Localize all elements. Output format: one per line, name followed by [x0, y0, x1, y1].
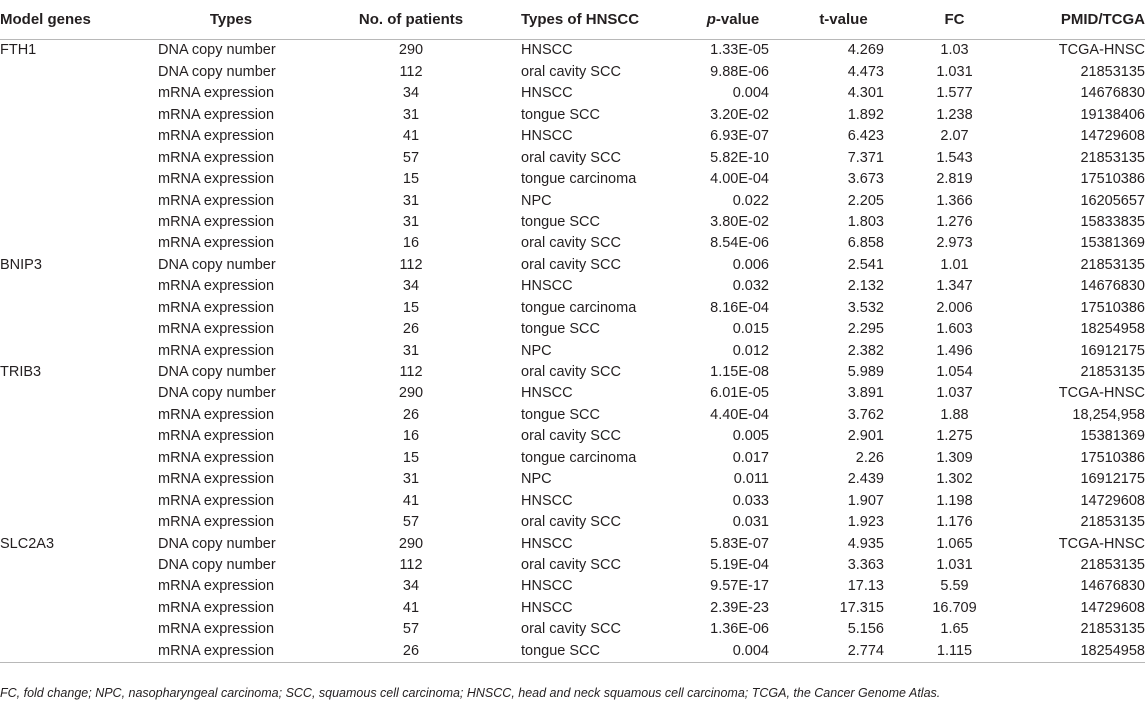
cell-model-gene: [0, 597, 152, 618]
cell-t-value: 2.26: [855, 449, 884, 466]
cell-patients: 31: [402, 342, 420, 359]
cell-type: mRNA expression: [158, 85, 275, 102]
cell-model-gene: [0, 490, 152, 511]
cell-p-value: 2.39E-23: [710, 599, 769, 616]
cell-t-value: 5.989: [847, 364, 884, 381]
cell-pmid: 15381369: [1080, 235, 1145, 252]
cell-patients: 57: [402, 149, 420, 166]
cell-type: DNA copy number: [158, 256, 276, 273]
table-row: [0, 147, 1145, 168]
cell-fc: 1.054: [936, 364, 973, 381]
header-model-genes: Model genes: [0, 0, 152, 40]
header-p-suffix: -value: [715, 11, 760, 28]
table-row: [0, 83, 1145, 104]
cell-hnscc-type: tongue SCC: [521, 106, 600, 123]
cell-patients: 290: [398, 385, 424, 402]
cell-pmid: 15833835: [1080, 213, 1145, 230]
table-row: [0, 383, 1145, 404]
cell-p-value: 5.83E-07: [710, 535, 769, 552]
cell-pmid: 14729608: [1080, 599, 1145, 616]
cell-fc: 1.88: [940, 406, 969, 423]
cell-patients: 57: [402, 514, 420, 531]
cell-model-gene: [0, 126, 152, 147]
table-row: [0, 340, 1145, 361]
cell-model-gene: [0, 61, 152, 82]
cell-p-value: 0.031: [732, 514, 769, 531]
table-header: [0, 0, 1145, 40]
cell-t-value: 2.295: [847, 321, 884, 338]
cell-hnscc-type: HNSCC: [521, 85, 573, 102]
cell-model-gene: [0, 512, 152, 533]
cell-hnscc-type: HNSCC: [521, 599, 573, 616]
cell-t-value: 4.473: [847, 63, 884, 80]
header-types: Types: [152, 0, 310, 40]
cell-fc: 1.347: [936, 278, 973, 295]
cell-model-gene: [0, 340, 152, 361]
cell-p-value: 0.004: [675, 640, 791, 662]
cell-hnscc-type: tongue SCC: [521, 213, 600, 230]
cell-fc: 1.496: [936, 342, 973, 359]
cell-patients: 16: [402, 235, 420, 252]
cell-hnscc-type: oral cavity SCC: [521, 149, 621, 166]
cell-hnscc-type: NPC: [521, 342, 552, 359]
table-row: [0, 576, 1145, 597]
cell-model-gene: [0, 555, 152, 576]
header-row: [0, 0, 1145, 40]
cell-model-gene: FTH1: [0, 42, 37, 59]
cell-type: mRNA expression: [158, 235, 275, 252]
cell-pmid: 21853135: [1080, 149, 1145, 166]
cell-p-value: 8.16E-04: [710, 299, 769, 316]
cell-fc: 1.031: [936, 63, 973, 80]
table-row: [0, 447, 1145, 468]
cell-p-value: 1.33E-05: [710, 42, 769, 59]
cell-t-value: 2.541: [847, 256, 884, 273]
cell-type: mRNA expression: [158, 492, 275, 509]
cell-hnscc-type: oral cavity SCC: [521, 235, 621, 252]
cell-hnscc-type: tongue SCC: [521, 321, 600, 338]
cell-fc: 1.065: [936, 535, 973, 552]
cell-model-gene: [0, 383, 152, 404]
table-row: [0, 404, 1145, 425]
table-row: [0, 319, 1145, 340]
cell-type: mRNA expression: [158, 342, 275, 359]
cell-type: mRNA expression: [158, 428, 275, 445]
table-row: [0, 276, 1145, 297]
cell-hnscc-type: HNSCC: [521, 128, 573, 145]
cell-fc: 2.973: [936, 235, 973, 252]
cell-t-value: 17.13: [847, 578, 884, 595]
cell-patients: 112: [399, 63, 423, 80]
cell-patients: 31: [402, 213, 420, 230]
cell-patients: 15: [402, 449, 420, 466]
cell-p-value: 1.15E-08: [710, 364, 769, 381]
cell-model-gene: [0, 640, 152, 662]
table-row: [0, 426, 1145, 447]
cell-model-gene: BNIP3: [0, 256, 42, 273]
cell-fc: 1.603: [936, 321, 973, 338]
table-row: [0, 297, 1145, 318]
cell-model-gene: SLC2A3: [0, 535, 55, 552]
cell-hnscc-type: tongue SCC: [512, 640, 675, 662]
cell-patients: 15: [402, 299, 420, 316]
cell-model-gene: [0, 212, 152, 233]
cell-t-value: 1.803: [847, 213, 884, 230]
cell-t-value: 3.891: [847, 385, 884, 402]
cell-p-value: 0.015: [732, 321, 769, 338]
cell-hnscc-type: oral cavity SCC: [521, 63, 621, 80]
cell-fc: 2.07: [940, 128, 969, 145]
cell-model-gene: [0, 297, 152, 318]
table-row: [0, 254, 1145, 275]
table-row: [0, 533, 1145, 554]
cell-hnscc-type: HNSCC: [521, 578, 573, 595]
cell-type: mRNA expression: [158, 449, 275, 466]
cell-p-value: 0.006: [732, 256, 769, 273]
cell-patients: 16: [402, 428, 420, 445]
table-row: [0, 126, 1145, 147]
cell-type: mRNA expression: [158, 213, 275, 230]
cell-patients: 34: [402, 85, 420, 102]
cell-pmid: 21853135: [1080, 256, 1145, 273]
cell-t-value: 1.923: [847, 514, 884, 531]
cell-patients: 112: [399, 256, 423, 273]
cell-type: mRNA expression: [158, 106, 275, 123]
cell-model-gene: [0, 169, 152, 190]
cell-pmid: 21853135: [1080, 621, 1145, 638]
cell-fc: 1.238: [936, 106, 973, 123]
cell-t-value: 2.439: [847, 471, 884, 488]
cell-pmid: 16912175: [1080, 471, 1145, 488]
cell-hnscc-type: HNSCC: [521, 42, 573, 59]
cell-fc: 1.275: [936, 428, 973, 445]
cell-hnscc-type: oral cavity SCC: [521, 428, 621, 445]
cell-hnscc-type: oral cavity SCC: [521, 621, 621, 638]
cell-p-value: 0.017: [732, 449, 769, 466]
table-footnote: FC, fold change; NPC, nasopharyngeal carcinoma; SCC, squamous cell carcinoma; HNSCC, head and neck squamous cell carcinoma; TCGA, the Cancer Genome Atlas.: [0, 686, 941, 700]
cell-patients: 290: [398, 42, 424, 59]
cell-type: DNA copy number: [158, 42, 276, 59]
cell-pmid: 19138406: [1080, 106, 1145, 123]
table-row: [0, 169, 1145, 190]
cell-fc: 5.59: [940, 578, 969, 595]
cell-pmid: 14676830: [1080, 85, 1145, 102]
cell-p-value: 0.033: [732, 492, 769, 509]
cell-p-value: 8.54E-06: [710, 235, 769, 252]
cell-patients: 15: [402, 171, 420, 188]
cell-model-gene: [0, 147, 152, 168]
cell-hnscc-type: tongue carcinoma: [521, 299, 637, 316]
cell-model-gene: [0, 576, 152, 597]
cell-p-value: 0.022: [732, 192, 769, 209]
cell-type: mRNA expression: [158, 299, 275, 316]
cell-fc: 1.198: [936, 492, 973, 509]
cell-t-value: 4.935: [847, 535, 884, 552]
cell-patients: 26: [310, 640, 512, 662]
cell-type: mRNA expression: [158, 599, 275, 616]
cell-t-value: 7.371: [847, 149, 884, 166]
cell-fc: 1.65: [940, 621, 969, 638]
header-types-hnscc: Types of HNSCC: [512, 0, 675, 40]
cell-fc: 1.037: [936, 385, 973, 402]
cell-t-value: 6.858: [847, 235, 884, 252]
cell-type: mRNA expression: [158, 278, 275, 295]
cell-hnscc-type: oral cavity SCC: [521, 514, 621, 531]
cell-fc: 1.366: [936, 192, 973, 209]
cell-pmid: 18254958: [1080, 321, 1145, 338]
cell-pmid: 21853135: [1080, 63, 1145, 80]
table-body: [0, 40, 1145, 663]
cell-t-value: 4.269: [847, 42, 884, 59]
header-t-value: t-value: [791, 0, 896, 40]
cell-fc: 1.276: [936, 213, 973, 230]
table-row: [0, 512, 1145, 533]
cell-type: mRNA expression: [152, 640, 310, 662]
header-patients: No. of patients: [310, 0, 512, 40]
cell-p-value: 3.20E-02: [710, 106, 769, 123]
cell-hnscc-type: tongue carcinoma: [521, 171, 637, 188]
cell-model-gene: [0, 190, 152, 211]
cell-fc: 2.006: [936, 299, 973, 316]
cell-t-value: 5.156: [847, 621, 884, 638]
cell-hnscc-type: oral cavity SCC: [521, 256, 621, 273]
cell-hnscc-type: tongue carcinoma: [521, 449, 637, 466]
cell-t-value: 2.774: [791, 640, 896, 662]
cell-fc: 1.577: [936, 85, 973, 102]
cell-fc: 1.03: [940, 42, 969, 59]
cell-type: mRNA expression: [158, 471, 275, 488]
cell-fc: 1.01: [940, 256, 969, 273]
cell-patients: 34: [402, 578, 420, 595]
cell-t-value: 1.892: [847, 106, 884, 123]
cell-pmid: TCGA-HNSC: [1058, 535, 1145, 552]
cell-hnscc-type: oral cavity SCC: [521, 364, 621, 381]
cell-patients: 31: [402, 192, 420, 209]
cell-model-gene: [0, 233, 152, 254]
cell-model-gene: TRIB3: [0, 364, 42, 381]
header-p-value: [675, 0, 791, 40]
cell-p-value: 9.88E-06: [710, 63, 769, 80]
cell-t-value: 3.673: [847, 171, 884, 188]
cell-pmid: 17510386: [1080, 171, 1145, 188]
cell-p-value: 6.01E-05: [710, 385, 769, 402]
cell-fc: 2.819: [936, 171, 973, 188]
cell-type: mRNA expression: [158, 149, 275, 166]
cell-type: DNA copy number: [158, 63, 276, 80]
cell-t-value: 2.132: [847, 278, 884, 295]
cell-p-value: 0.005: [732, 428, 769, 445]
cell-pmid: 14676830: [1080, 278, 1145, 295]
cell-pmid: 17510386: [1080, 299, 1145, 316]
cell-fc: 16.709: [932, 599, 977, 616]
cell-p-value: 1.36E-06: [710, 621, 769, 638]
cell-t-value: 4.301: [847, 85, 884, 102]
cell-patients: 26: [402, 406, 420, 423]
header-fc: FC: [896, 0, 1013, 40]
cell-p-value: 0.004: [732, 85, 769, 102]
cell-t-value: 2.382: [847, 342, 884, 359]
cell-p-value: 9.57E-17: [710, 578, 769, 595]
cell-p-value: 5.82E-10: [710, 149, 769, 166]
cell-pmid: 18254958: [1013, 640, 1145, 662]
cell-patients: 41: [402, 599, 420, 616]
table-row: [0, 104, 1145, 125]
cell-type: mRNA expression: [158, 621, 275, 638]
cell-hnscc-type: oral cavity SCC: [521, 556, 621, 573]
cell-t-value: 2.205: [847, 192, 884, 209]
cell-pmid: 21853135: [1080, 364, 1145, 381]
table-row: [0, 640, 1145, 662]
cell-patients: 41: [402, 492, 420, 509]
cell-t-value: 3.532: [847, 299, 884, 316]
cell-patients: 57: [402, 621, 420, 638]
table-row: [0, 362, 1145, 383]
cell-hnscc-type: HNSCC: [521, 385, 573, 402]
table-row: [0, 212, 1145, 233]
cell-model-gene: [0, 104, 152, 125]
table-row: [0, 233, 1145, 254]
cell-type: DNA copy number: [158, 364, 276, 381]
cell-t-value: 6.423: [847, 128, 884, 145]
header-pmid: PMID/TCGA: [1013, 0, 1145, 40]
cell-pmid: 14729608: [1080, 128, 1145, 145]
cell-model-gene: [0, 319, 152, 340]
cell-model-gene: [0, 619, 152, 640]
cell-fc: 1.302: [936, 471, 973, 488]
table-row: [0, 190, 1145, 211]
cell-patients: 112: [399, 364, 423, 381]
table-row: [0, 61, 1145, 82]
cell-pmid: 16912175: [1080, 342, 1145, 359]
table-row: [0, 619, 1145, 640]
cell-model-gene: [0, 83, 152, 104]
cell-patients: 26: [402, 321, 420, 338]
cell-type: mRNA expression: [158, 192, 275, 209]
cell-type: DNA copy number: [158, 385, 276, 402]
cell-type: mRNA expression: [158, 171, 275, 188]
cell-pmid: 16205657: [1080, 192, 1145, 209]
cell-t-value: 17.315: [839, 599, 884, 616]
cell-fc: 1.031: [936, 556, 973, 573]
cell-patients: 34: [402, 278, 420, 295]
cell-hnscc-type: NPC: [521, 471, 552, 488]
cell-pmid: TCGA-HNSC: [1058, 385, 1145, 402]
cell-pmid: 21853135: [1080, 556, 1145, 573]
table-row: [0, 555, 1145, 576]
cell-model-gene: [0, 447, 152, 468]
cell-hnscc-type: HNSCC: [521, 535, 573, 552]
cell-patients: 41: [402, 128, 420, 145]
cell-pmid: 18,254,958: [1072, 406, 1145, 423]
cell-fc: 1.309: [936, 449, 973, 466]
cell-pmid: TCGA-HNSC: [1058, 42, 1145, 59]
cell-hnscc-type: HNSCC: [521, 492, 573, 509]
cell-type: mRNA expression: [158, 578, 275, 595]
cell-pmid: 21853135: [1080, 514, 1145, 531]
table-row: [0, 469, 1145, 490]
cell-fc: 1.115: [896, 640, 1013, 662]
cell-type: DNA copy number: [158, 535, 276, 552]
cell-p-value: 0.012: [732, 342, 769, 359]
cell-p-value: 3.80E-02: [710, 213, 769, 230]
cell-hnscc-type: HNSCC: [521, 278, 573, 295]
table-row: [0, 597, 1145, 618]
cell-pmid: 14729608: [1080, 492, 1145, 509]
cell-type: DNA copy number: [158, 556, 276, 573]
cell-hnscc-type: tongue SCC: [521, 406, 600, 423]
cell-model-gene: [0, 276, 152, 297]
cell-model-gene: [0, 469, 152, 490]
cell-t-value: 3.762: [847, 406, 884, 423]
cell-type: mRNA expression: [158, 514, 275, 531]
cell-type: mRNA expression: [158, 128, 275, 145]
table-row: [0, 490, 1145, 511]
cell-t-value: 2.901: [847, 428, 884, 445]
cell-fc: 1.543: [936, 149, 973, 166]
cell-p-value: 6.93E-07: [710, 128, 769, 145]
cell-patients: 31: [402, 471, 420, 488]
cell-p-value: 4.40E-04: [710, 406, 769, 423]
cell-pmid: 17510386: [1080, 449, 1145, 466]
cell-type: mRNA expression: [158, 321, 275, 338]
cell-patients: 112: [399, 556, 423, 573]
table-row: [0, 40, 1145, 62]
cell-model-gene: [0, 404, 152, 425]
cell-p-value: 4.00E-04: [710, 171, 769, 188]
cell-p-value: 0.032: [732, 278, 769, 295]
cell-pmid: 15381369: [1080, 428, 1145, 445]
cell-model-gene: [0, 426, 152, 447]
cell-hnscc-type: NPC: [521, 192, 552, 209]
cell-patients: 290: [398, 535, 424, 552]
cell-p-value: 0.011: [733, 471, 769, 488]
cell-t-value: 3.363: [847, 556, 884, 573]
cell-fc: 1.176: [936, 514, 973, 531]
cell-p-value: 5.19E-04: [710, 556, 769, 573]
cell-pmid: 14676830: [1080, 578, 1145, 595]
cell-t-value: 1.907: [847, 492, 884, 509]
cell-patients: 31: [402, 106, 420, 123]
header-p-italic: p: [706, 11, 716, 28]
cell-type: mRNA expression: [158, 406, 275, 423]
